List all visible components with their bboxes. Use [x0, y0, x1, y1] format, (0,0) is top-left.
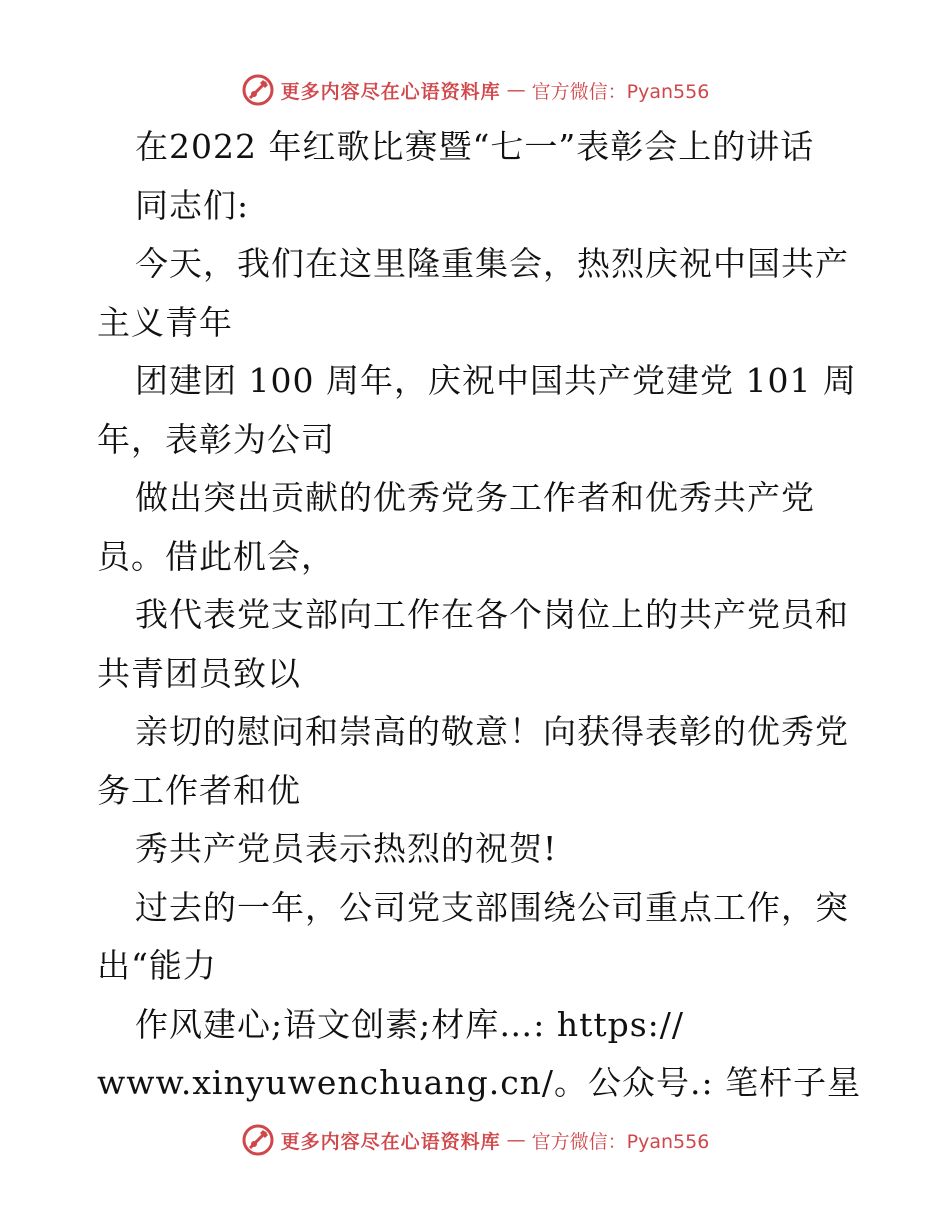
watermark-text: 更多内容尽在心语资料库	[280, 80, 501, 103]
paragraph-line: 出“能力	[97, 946, 217, 985]
header-watermark	[0, 70, 950, 110]
footer-watermark	[0, 1120, 950, 1160]
watermark-dash: —	[506, 1129, 526, 1151]
paragraph-line: 亲切的慰问和崇高的敬意！向获得表彰的优秀党	[135, 712, 849, 751]
salutation: 同志们:	[135, 185, 250, 225]
paragraph-line: 团建团 100 周年，庆祝中国共产党建党 101 周	[135, 361, 857, 400]
watermark-dash: —	[506, 79, 526, 101]
brand-logo-icon	[241, 1123, 275, 1157]
watermark-text: 更多内容尽在心语资料库	[280, 1130, 501, 1153]
paragraph-line: 年，表彰为公司	[97, 419, 335, 459]
paragraph-line: 主义青年	[97, 302, 233, 342]
paragraph-line: 过去的一年，公司党支部围绕公司重点工作，突	[135, 887, 849, 927]
watermark-contact: 官方微信：Pyan556	[531, 80, 710, 103]
document-body	[97, 118, 862, 1113]
paragraph-line: 我代表党支部向工作在各个岗位上的共产党员和	[135, 595, 849, 634]
paragraph-line: 员。借此机会，	[97, 536, 335, 576]
document-title: 在2022 年红歌比赛暨“七一”表彰会上的讲话	[135, 127, 815, 166]
paragraph-line: 务工作者和优	[97, 770, 301, 810]
paragraph-line: www.xinyuwenchuang.cn/。公众号.: 笔杆子星	[97, 1063, 862, 1102]
brand-logo-icon	[241, 73, 275, 107]
paragraph-line: 秀共产党员表示热烈的祝贺!	[135, 829, 558, 868]
paragraph-line: 做出突出贡献的优秀党务工作者和优秀共产党	[135, 478, 815, 517]
paragraph-line: 作风建心;语文创素;材库…: https://	[135, 1004, 685, 1044]
paragraph-line: 今天，我们在这里隆重集会，热烈庆祝中国共产	[135, 244, 849, 283]
paragraph-line: 共青团员致以	[97, 653, 301, 693]
watermark-contact: 官方微信：Pyan556	[531, 1130, 710, 1153]
